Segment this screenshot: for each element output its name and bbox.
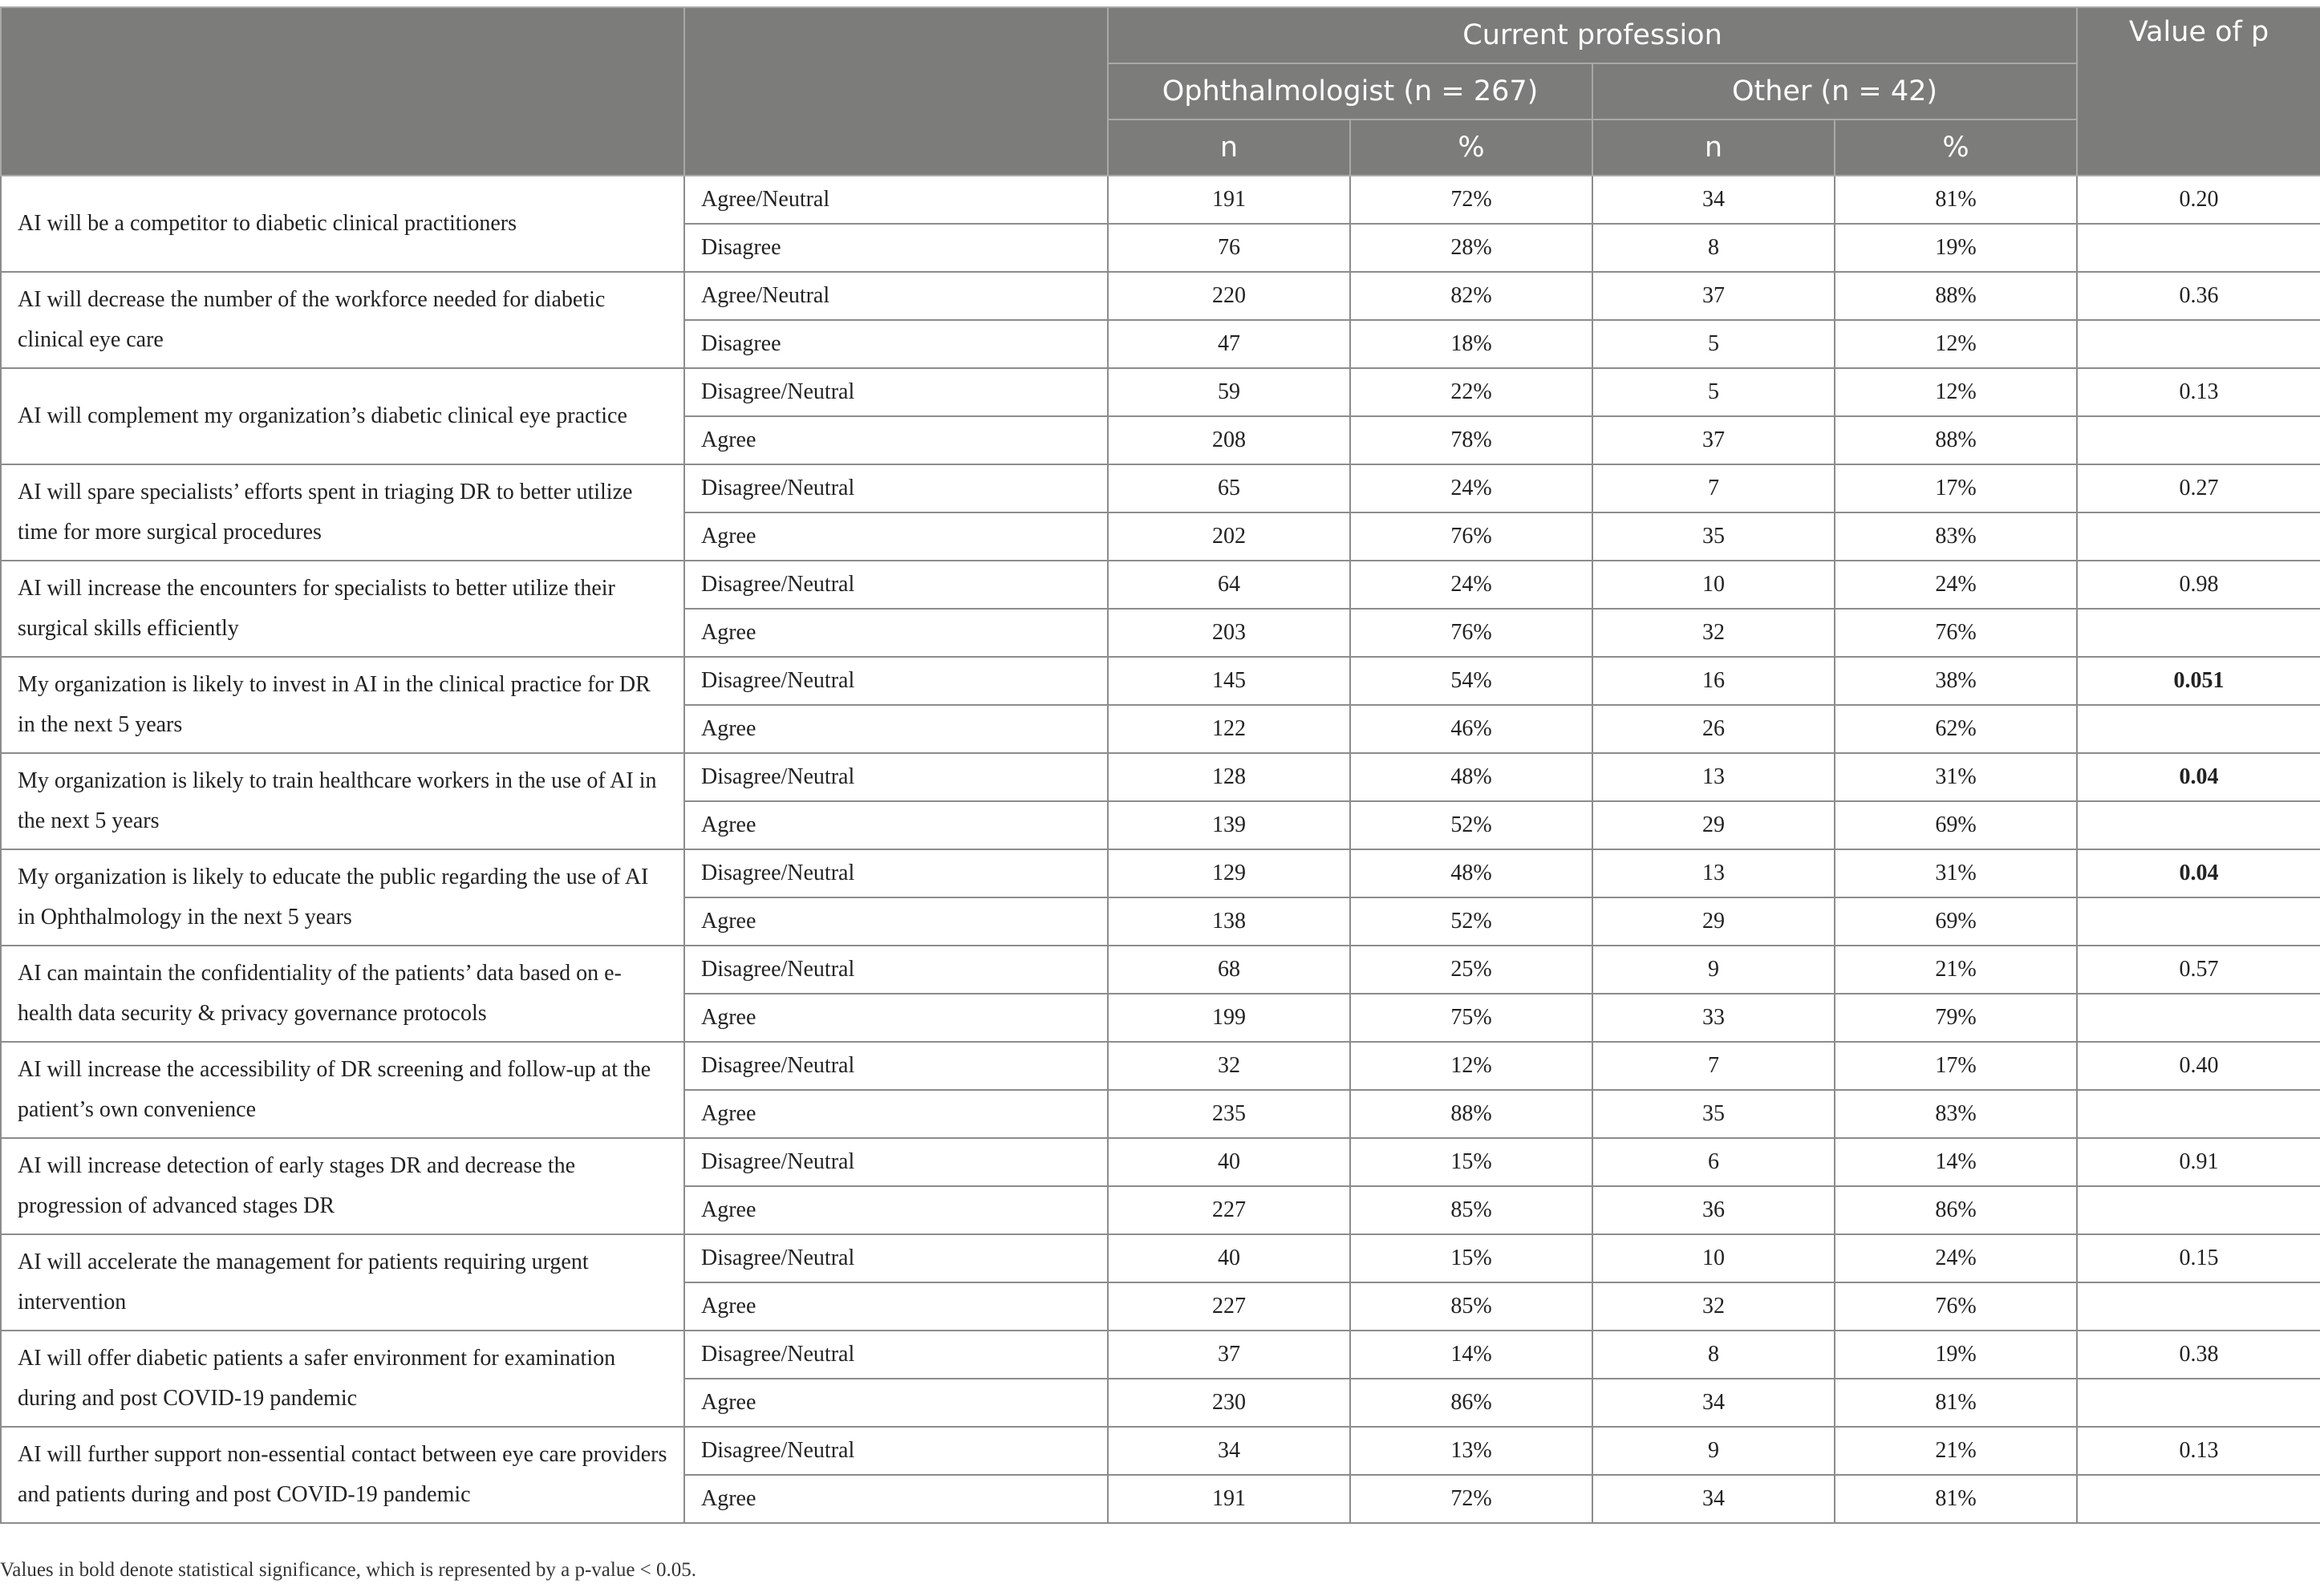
oph-n-cell: 40 (1108, 1138, 1350, 1186)
oph-percent-cell: 72% (1350, 176, 1592, 224)
oph-n-cell: 40 (1108, 1234, 1350, 1282)
table-row (1, 1042, 2320, 1090)
oph-percent-cell: 85% (1350, 1186, 1592, 1234)
table-row (1, 849, 2320, 897)
response-cell: Disagree/Neutral (684, 464, 1108, 512)
statement-cell: My organization is likely to invest in AI in the clinical practice for DR in the next 5 years (1, 657, 684, 753)
response-cell: Agree/Neutral (684, 176, 1108, 224)
oph-percent-cell: 78% (1350, 416, 1592, 464)
other-percent-cell: 81% (1835, 176, 2077, 224)
oph-n-cell: 76 (1108, 224, 1350, 272)
oph-percent-cell: 13% (1350, 1427, 1592, 1475)
p-value-cell: 0.04 (2077, 753, 2320, 801)
oph-percent-cell: 14% (1350, 1331, 1592, 1379)
p-value-cell: 0.38 (2077, 1331, 2320, 1379)
response-cell: Agree (684, 609, 1108, 657)
oph-n-cell: 138 (1108, 897, 1350, 946)
table-row (1, 368, 2320, 416)
oph-percent-cell: 46% (1350, 705, 1592, 753)
statement-cell: AI will increase the encounters for specialists to better utilize their surgical skills efficiently (1, 561, 684, 657)
other-percent-cell: 76% (1835, 609, 2077, 657)
p-value-cell: 0.04 (2077, 849, 2320, 897)
other-n-cell: 34 (1592, 1475, 1835, 1523)
response-cell: Agree/Neutral (684, 272, 1108, 320)
other-percent-cell: 69% (1835, 801, 2077, 849)
header-oph-n: n (1108, 119, 1350, 176)
other-n-cell: 9 (1592, 1427, 1835, 1475)
response-cell: Disagree/Neutral (684, 368, 1108, 416)
response-cell: Disagree/Neutral (684, 849, 1108, 897)
statement-cell: AI will accelerate the management for patients requiring urgent intervention (1, 1234, 684, 1331)
statement-cell: AI will spare specialists’ efforts spent in triaging DR to better utilize time for more surgical procedures (1, 464, 684, 561)
response-cell: Disagree/Neutral (684, 1331, 1108, 1379)
statement-cell: AI will increase detection of early stages DR and decrease the progression of advanced stages DR (1, 1138, 684, 1234)
oph-n-cell: 34 (1108, 1427, 1350, 1475)
other-percent-cell: 24% (1835, 561, 2077, 609)
p-value-empty-cell (2077, 1282, 2320, 1331)
header-oph-percent: % (1350, 119, 1592, 176)
other-percent-cell: 12% (1835, 320, 2077, 368)
p-value-cell: 0.13 (2077, 1427, 2320, 1475)
oph-percent-cell: 22% (1350, 368, 1592, 416)
other-n-cell: 32 (1592, 1282, 1835, 1331)
other-percent-cell: 24% (1835, 1234, 2077, 1282)
response-cell: Disagree/Neutral (684, 657, 1108, 705)
statement-cell: AI will offer diabetic patients a safer environment for examination during and post COVID-19 pandemic (1, 1331, 684, 1427)
p-value-empty-cell (2077, 1379, 2320, 1427)
p-value-cell: 0.051 (2077, 657, 2320, 705)
p-value-empty-cell (2077, 994, 2320, 1042)
other-n-cell: 13 (1592, 753, 1835, 801)
p-value-empty-cell (2077, 512, 2320, 561)
oph-n-cell: 145 (1108, 657, 1350, 705)
oph-percent-cell: 76% (1350, 512, 1592, 561)
response-cell: Agree (684, 994, 1108, 1042)
table-row (1, 753, 2320, 801)
oph-percent-cell: 88% (1350, 1090, 1592, 1138)
response-cell: Agree (684, 897, 1108, 946)
oph-n-cell: 32 (1108, 1042, 1350, 1090)
other-percent-cell: 81% (1835, 1379, 2077, 1427)
p-value-empty-cell (2077, 1090, 2320, 1138)
oph-n-cell: 230 (1108, 1379, 1350, 1427)
oph-percent-cell: 72% (1350, 1475, 1592, 1523)
table-row (1, 1427, 2320, 1475)
oph-n-cell: 129 (1108, 849, 1350, 897)
header-statement-cell (1, 7, 684, 176)
other-n-cell: 35 (1592, 512, 1835, 561)
other-n-cell: 7 (1592, 1042, 1835, 1090)
oph-n-cell: 68 (1108, 946, 1350, 994)
other-n-cell: 8 (1592, 224, 1835, 272)
table-row (1, 561, 2320, 609)
p-value-cell: 0.15 (2077, 1234, 2320, 1282)
p-value-cell: 0.27 (2077, 464, 2320, 512)
other-n-cell: 33 (1592, 994, 1835, 1042)
other-percent-cell: 17% (1835, 464, 2077, 512)
response-cell: Disagree/Neutral (684, 561, 1108, 609)
other-n-cell: 8 (1592, 1331, 1835, 1379)
table-row (1, 464, 2320, 512)
other-n-cell: 29 (1592, 897, 1835, 946)
other-n-cell: 36 (1592, 1186, 1835, 1234)
oph-n-cell: 37 (1108, 1331, 1350, 1379)
oph-n-cell: 208 (1108, 416, 1350, 464)
response-cell: Disagree/Neutral (684, 1042, 1108, 1090)
oph-percent-cell: 75% (1350, 994, 1592, 1042)
oph-percent-cell: 12% (1350, 1042, 1592, 1090)
response-cell: Agree (684, 1282, 1108, 1331)
oph-n-cell: 202 (1108, 512, 1350, 561)
p-value-cell: 0.91 (2077, 1138, 2320, 1186)
other-n-cell: 37 (1592, 416, 1835, 464)
statement-cell: AI can maintain the confidentiality of the patients’ data based on e-health data security & privacy governance protocols (1, 946, 684, 1042)
oph-percent-cell: 54% (1350, 657, 1592, 705)
other-n-cell: 16 (1592, 657, 1835, 705)
other-percent-cell: 62% (1835, 705, 2077, 753)
oph-percent-cell: 25% (1350, 946, 1592, 994)
p-value-empty-cell (2077, 320, 2320, 368)
oph-percent-cell: 15% (1350, 1234, 1592, 1282)
other-n-cell: 5 (1592, 368, 1835, 416)
p-value-empty-cell (2077, 1186, 2320, 1234)
table-row (1, 657, 2320, 705)
header-ophthalmologist: Ophthalmologist (n = 267) (1108, 63, 1592, 119)
other-percent-cell: 19% (1835, 1331, 2077, 1379)
oph-n-cell: 47 (1108, 320, 1350, 368)
response-cell: Disagree/Neutral (684, 1138, 1108, 1186)
response-cell: Agree (684, 1475, 1108, 1523)
other-percent-cell: 31% (1835, 753, 2077, 801)
table-row (1, 272, 2320, 320)
p-value-empty-cell (2077, 801, 2320, 849)
other-n-cell: 9 (1592, 946, 1835, 994)
oph-percent-cell: 24% (1350, 464, 1592, 512)
table-row (1, 1138, 2320, 1186)
header-other: Other (n = 42) (1592, 63, 2077, 119)
p-value-empty-cell (2077, 1475, 2320, 1523)
statement-cell: AI will decrease the number of the workforce needed for diabetic clinical eye care (1, 272, 684, 368)
oph-percent-cell: 15% (1350, 1138, 1592, 1186)
oph-percent-cell: 82% (1350, 272, 1592, 320)
table-row (1, 1234, 2320, 1282)
header-value-of-p: Value of p (2077, 7, 2320, 176)
oph-percent-cell: 48% (1350, 849, 1592, 897)
oph-n-cell: 199 (1108, 994, 1350, 1042)
oph-percent-cell: 76% (1350, 609, 1592, 657)
header-other-n: n (1592, 119, 1835, 176)
other-n-cell: 5 (1592, 320, 1835, 368)
oph-n-cell: 227 (1108, 1186, 1350, 1234)
other-percent-cell: 31% (1835, 849, 2077, 897)
oph-n-cell: 128 (1108, 753, 1350, 801)
p-value-empty-cell (2077, 705, 2320, 753)
statement-cell: AI will complement my organization’s diabetic clinical eye practice (1, 368, 684, 464)
oph-n-cell: 191 (1108, 176, 1350, 224)
other-n-cell: 35 (1592, 1090, 1835, 1138)
header-response-cell (684, 7, 1108, 176)
statement-cell: My organization is likely to educate the public regarding the use of AI in Ophthalmology in the next 5 years (1, 849, 684, 946)
other-percent-cell: 21% (1835, 1427, 2077, 1475)
other-percent-cell: 79% (1835, 994, 2077, 1042)
other-percent-cell: 12% (1835, 368, 2077, 416)
p-value-empty-cell (2077, 897, 2320, 946)
response-cell: Agree (684, 1379, 1108, 1427)
statement-cell: AI will increase the accessibility of DR screening and follow-up at the patient’s own convenience (1, 1042, 684, 1138)
oph-percent-cell: 85% (1350, 1282, 1592, 1331)
other-n-cell: 7 (1592, 464, 1835, 512)
response-cell: Agree (684, 512, 1108, 561)
other-n-cell: 37 (1592, 272, 1835, 320)
other-percent-cell: 17% (1835, 1042, 2077, 1090)
response-cell: Disagree (684, 224, 1108, 272)
other-percent-cell: 88% (1835, 416, 2077, 464)
other-n-cell: 32 (1592, 609, 1835, 657)
p-value-empty-cell (2077, 416, 2320, 464)
other-n-cell: 29 (1592, 801, 1835, 849)
other-n-cell: 26 (1592, 705, 1835, 753)
oph-n-cell: 65 (1108, 464, 1350, 512)
other-percent-cell: 83% (1835, 512, 2077, 561)
statement-cell: AI will further support non-essential contact between eye care providers and patients during and post COVID-19 pandemic (1, 1427, 684, 1523)
table-row (1, 176, 2320, 224)
p-value-cell: 0.57 (2077, 946, 2320, 994)
oph-percent-cell: 28% (1350, 224, 1592, 272)
table-row (1, 946, 2320, 994)
response-cell: Agree (684, 705, 1108, 753)
oph-n-cell: 220 (1108, 272, 1350, 320)
statement-cell: My organization is likely to train healthcare workers in the use of AI in the next 5 years (1, 753, 684, 849)
response-cell: Disagree/Neutral (684, 946, 1108, 994)
response-cell: Disagree/Neutral (684, 1234, 1108, 1282)
other-percent-cell: 76% (1835, 1282, 2077, 1331)
footnote: Values in bold denote statistical significance, which is represented by a p-value < 0.05. (0, 1559, 697, 1581)
p-value-cell: 0.20 (2077, 176, 2320, 224)
oph-n-cell: 64 (1108, 561, 1350, 609)
table-body (1, 176, 2320, 1523)
header-current-profession: Current profession (1108, 7, 2077, 63)
p-value-cell: 0.98 (2077, 561, 2320, 609)
other-percent-cell: 38% (1835, 657, 2077, 705)
response-cell: Agree (684, 1090, 1108, 1138)
other-percent-cell: 83% (1835, 1090, 2077, 1138)
oph-percent-cell: 24% (1350, 561, 1592, 609)
other-percent-cell: 69% (1835, 897, 2077, 946)
oph-percent-cell: 52% (1350, 897, 1592, 946)
response-cell: Disagree/Neutral (684, 1427, 1108, 1475)
other-n-cell: 10 (1592, 561, 1835, 609)
p-value-empty-cell (2077, 224, 2320, 272)
oph-n-cell: 191 (1108, 1475, 1350, 1523)
oph-percent-cell: 48% (1350, 753, 1592, 801)
response-cell: Agree (684, 1186, 1108, 1234)
response-cell: Disagree/Neutral (684, 753, 1108, 801)
p-value-cell: 0.40 (2077, 1042, 2320, 1090)
header-other-percent: % (1835, 119, 2077, 176)
other-n-cell: 34 (1592, 1379, 1835, 1427)
other-percent-cell: 19% (1835, 224, 2077, 272)
response-cell: Agree (684, 801, 1108, 849)
other-n-cell: 13 (1592, 849, 1835, 897)
other-percent-cell: 21% (1835, 946, 2077, 994)
other-percent-cell: 88% (1835, 272, 2077, 320)
oph-percent-cell: 86% (1350, 1379, 1592, 1427)
oph-n-cell: 139 (1108, 801, 1350, 849)
other-percent-cell: 81% (1835, 1475, 2077, 1523)
response-cell: Disagree (684, 320, 1108, 368)
oph-percent-cell: 18% (1350, 320, 1592, 368)
p-value-cell: 0.13 (2077, 368, 2320, 416)
oph-n-cell: 122 (1108, 705, 1350, 753)
other-n-cell: 10 (1592, 1234, 1835, 1282)
oph-n-cell: 59 (1108, 368, 1350, 416)
p-value-empty-cell (2077, 609, 2320, 657)
oph-n-cell: 235 (1108, 1090, 1350, 1138)
results-table (0, 6, 2320, 1524)
oph-percent-cell: 52% (1350, 801, 1592, 849)
other-percent-cell: 86% (1835, 1186, 2077, 1234)
response-cell: Agree (684, 416, 1108, 464)
other-n-cell: 6 (1592, 1138, 1835, 1186)
table-row (1, 1331, 2320, 1379)
statement-cell: AI will be a competitor to diabetic clinical practitioners (1, 176, 684, 272)
oph-n-cell: 227 (1108, 1282, 1350, 1331)
p-value-cell: 0.36 (2077, 272, 2320, 320)
oph-n-cell: 203 (1108, 609, 1350, 657)
other-n-cell: 34 (1592, 176, 1835, 224)
other-percent-cell: 14% (1835, 1138, 2077, 1186)
